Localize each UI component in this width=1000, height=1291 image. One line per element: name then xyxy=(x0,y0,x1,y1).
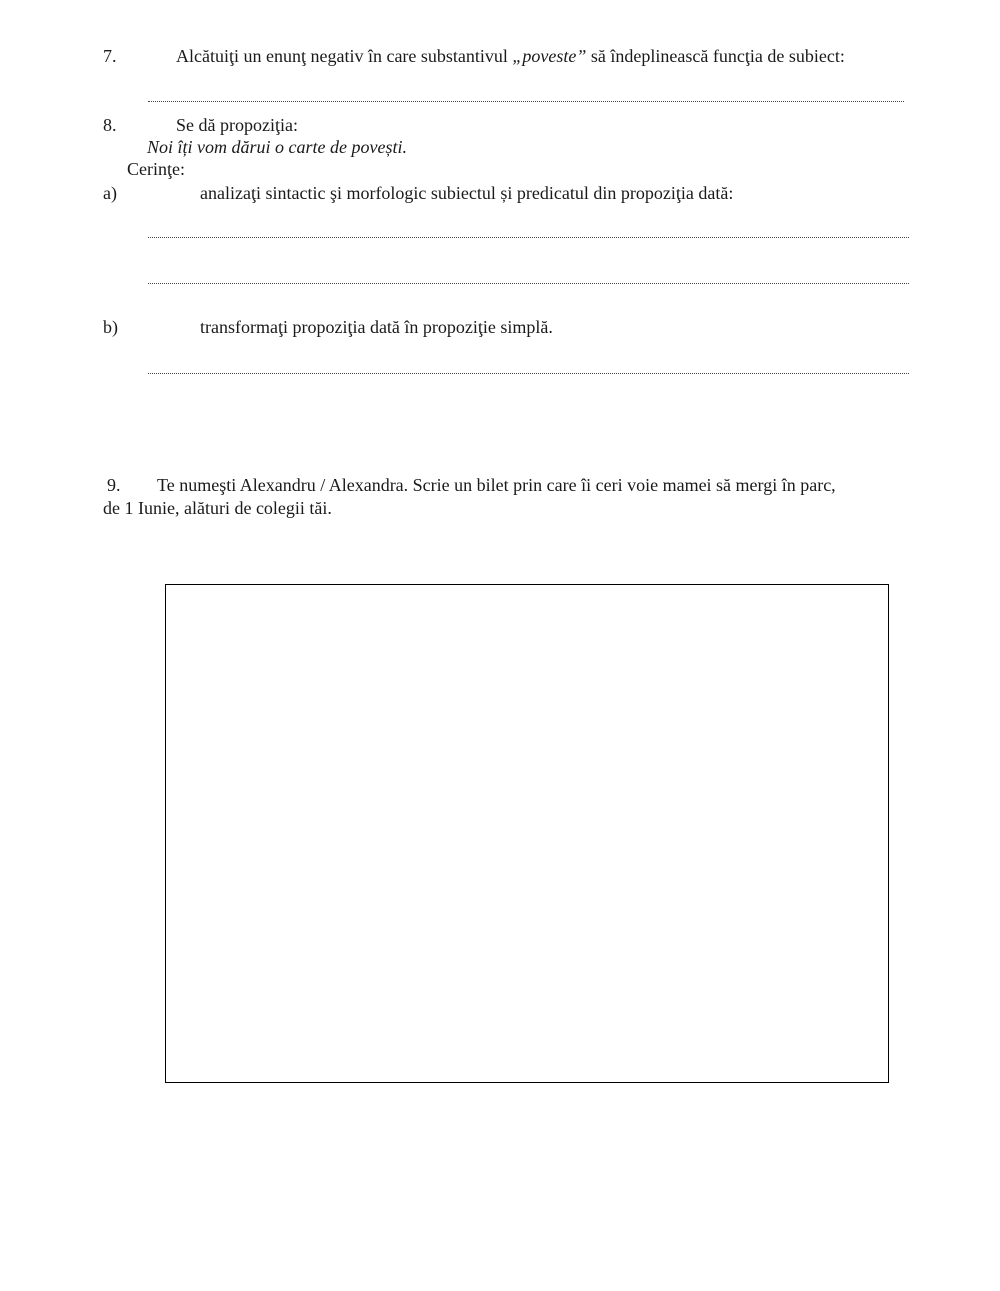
q8-a-label: a) xyxy=(103,183,117,203)
q7-prompt xyxy=(176,47,845,65)
q8-sentence: Noi îți vom dărui o carte de povești. xyxy=(147,137,407,157)
q9-number: 9. xyxy=(107,475,121,495)
q8-b-label: b) xyxy=(103,317,118,337)
q8-requirements-label: Cerinţe: xyxy=(127,159,185,179)
q8-intro: Se dă propoziţia: xyxy=(176,115,298,135)
q8-b-text: transformaţi propoziţia dată în propoziţie simplă. xyxy=(200,317,553,337)
q8-a-answer-line-2[interactable] xyxy=(148,282,909,284)
q8-b-answer-line[interactable] xyxy=(148,372,909,374)
q7-text-after: să îndeplinească funcţia de subiect: xyxy=(586,46,845,66)
q9-line-1: Te numeşti Alexandru / Alexandra. Scrie un bilet prin care îi ceri voie mamei să mergi în parc, xyxy=(157,475,836,495)
q7-number: 7. xyxy=(103,46,117,66)
q7-emphasis: „poveste” xyxy=(512,46,587,66)
q9-answer-box[interactable] xyxy=(165,584,889,1083)
q9-line-2: de 1 Iunie, alături de colegii tăi. xyxy=(103,498,332,518)
q7-text-before: Alcătuiţi un enunţ negativ în care substantivul xyxy=(176,46,513,66)
q8-number: 8. xyxy=(103,115,117,135)
q8-a-text: analizaţi sintactic şi morfologic subiectul și predicatul din propoziţia dată: xyxy=(200,183,734,203)
q7-answer-line[interactable] xyxy=(148,100,904,102)
q8-a-answer-line-1[interactable] xyxy=(148,236,909,238)
